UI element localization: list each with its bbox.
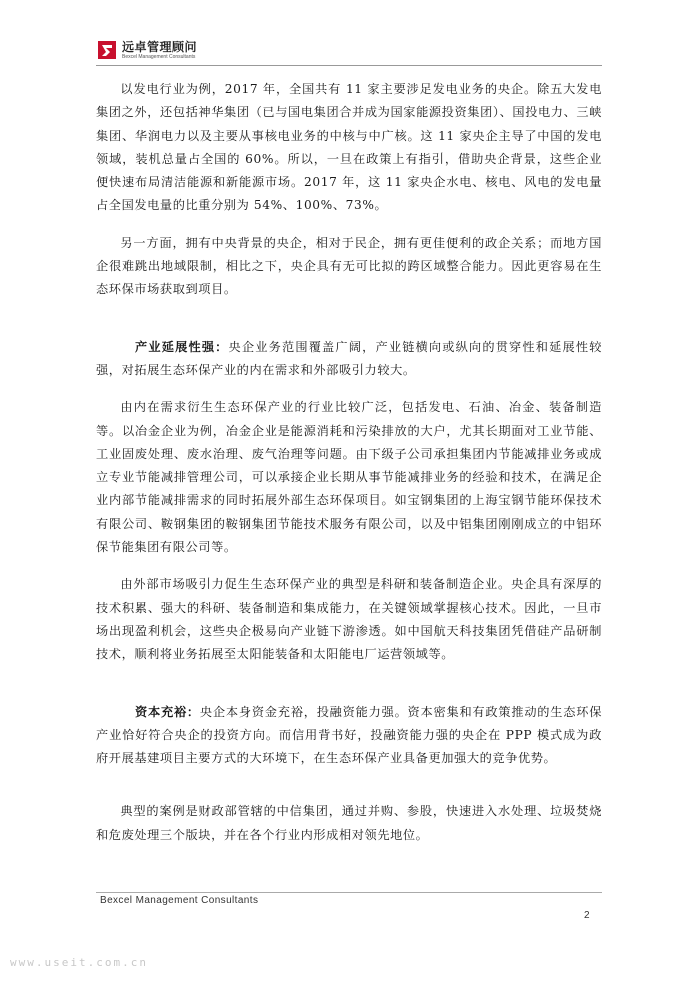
section-intro-text: 央企本身资金充裕，投融资能力强。资本密集和有政策推动的生态环保产业恰好符合央企的投资方向。而信用背书好，投融资能力强的央企在 PPP 模式成为政府开展基建项目主要方式的大环境下，在生态环保产业具备更加强大的竞争优势。 [96,704,602,766]
brand-name-cn: 远卓管理顾问 [122,39,198,54]
page-header [96,36,197,64]
paragraph: 以发电行业为例，2017 年，全国共有 11 家主要涉足发电业务的央企。除五大发电集团之外，还包括神华集团（已与国电集团合并成为国家能源投资集团）、国投电力、三峡集团、华润电力以及主要从事核电业务的中核与中广核。这 11 家央企主导了中国的发电领域，装机总量占全国的 60%。所以，一旦在政策上有指引，借助央企背景，这些企业便快速布局清洁能源和新能源市场。2017 年，这 11 家央企水电、核电、风电的发电量占全国发电量的比重分别为 54%、100%、73%。 [96,82,602,213]
paragraph: 由内在需求衍生生态环保产业的行业比较广泛，包括发电、石油、冶金、装备制造等。以冶金企业为例，冶金企业是能源消耗和污染排放的大户，尤其长期面对工业节能、工业固废处理、废水治理、废气治理等问题。由下级子公司承担集团内节能减排业务或成立专业节能减排管理公司，可以承接企业长期从事节能减排业务的经验和技术，在满足企业内部节能减排需求的同时拓展外部生态环保项目。如宝钢集团的上海宝钢节能环保技术有限公司、鞍钢集团的鞍钢集团节能技术服务有限公司，以及中铝集团刚刚成立的中铝环保节能集团有限公司等。 [96,400,602,555]
footer-company: Bexcel Management Consultants [100,895,259,906]
watermark: www.useit.com.cn [10,956,148,969]
paragraph: 另一方面，拥有中央背景的央企，相对于民企，拥有更佳便利的政企关系；而地方国企很难跳出地域限制，相比之下，央企具有无可比拟的跨区域整合能力。因此更容易在生态环保市场获取到项目。 [96,235,602,297]
section-heading: 产业延展性强： [135,339,229,354]
paragraph: 典型的案例是财政部管辖的中信集团，通过并购、参股，快速进入水处理、垃圾焚烧和危废处理三个版块，并在各个行业内形成相对领先地位。 [96,804,602,842]
paragraph: 由外部市场吸引力促生生态环保产业的典型是科研和装备制造企业。央企具有深厚的技术积累、强大的科研、装备制造和集成能力，在关键领域掌握核心技术。因此，一旦市场出现盈利机会，这些央企极易向产业链下游渗透。如中国航天科技集团凭借硅产品研制技术，顺利将业务拓展至太阳能装备和太阳能电厂运营领域等。 [96,577,602,662]
brand-name-en: Bexcel Management Consultants [122,53,196,60]
header-divider [96,65,602,66]
section-heading: 资本充裕： [135,704,200,719]
footer-divider [96,892,602,893]
brand-block [122,41,197,60]
section-intro [96,336,602,383]
section-intro [96,701,602,771]
company-logo-icon [96,39,118,61]
document-body [96,78,602,861]
page-number: 2 [584,910,590,921]
section-intro-text: 央企业务范围覆盖广阔，产业链横向或纵向的贯穿性和延展性较强，对拓展生态环保产业的内在需求和外部吸引力较大。 [96,339,602,377]
